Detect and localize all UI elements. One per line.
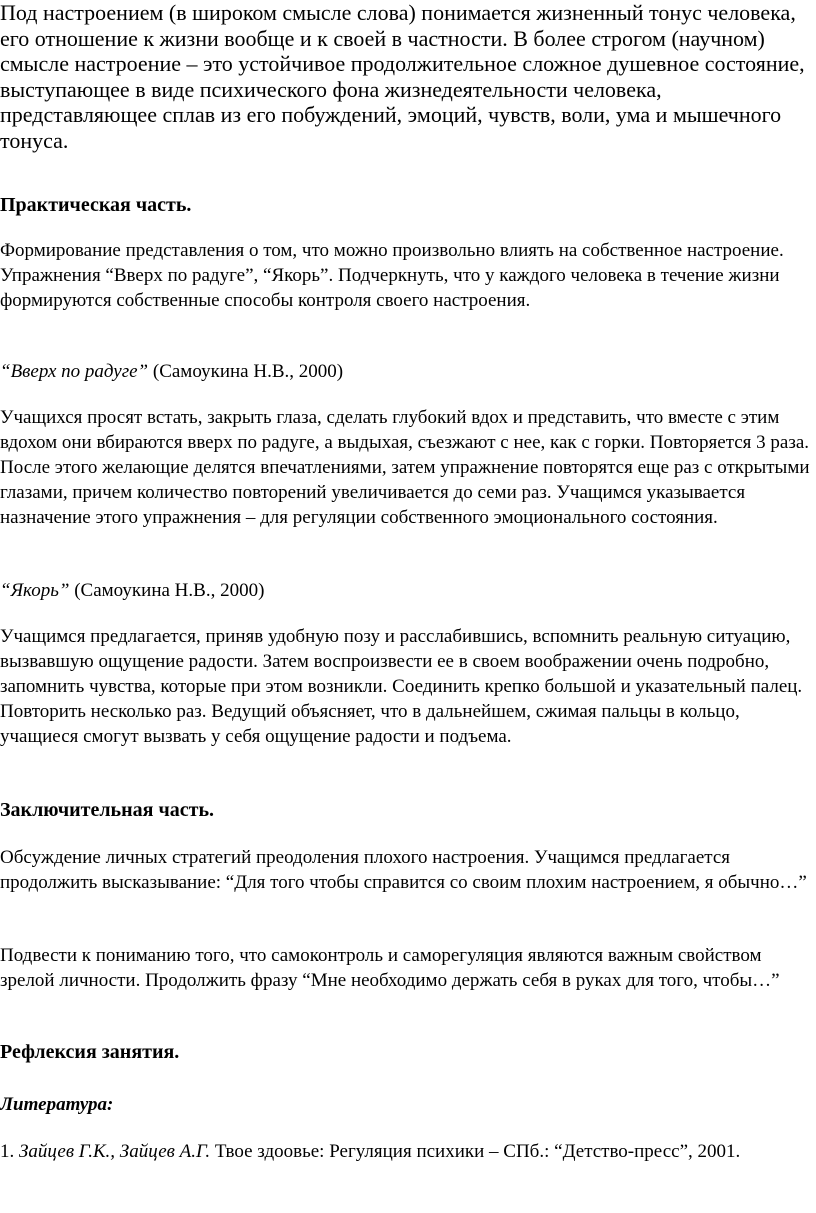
literature-heading: Литература:: [0, 1094, 114, 1115]
reflection-heading: Рефлексия занятия.: [0, 1041, 180, 1063]
exercise1-title-line: [0, 359, 816, 384]
exercise2-title-line: [0, 578, 816, 603]
final-heading: Заключительная часть.: [0, 799, 215, 821]
final-paragraph-1: Обсуждение личных стратегий преодоления плохого настроения. Учащимся предлагается продолжить высказывание: “Для того чтобы справится со своим плохим настроением, я обычно…”: [0, 847, 807, 893]
literature-item-1-authors: Зайцев Г.К., Зайцев А.Г.: [19, 1141, 211, 1162]
exercise2-title: “Якорь”: [0, 580, 70, 601]
practical-intro-paragraph: Формирование представления о том, что можно произвольно влиять на собственное настроение. Упражнения “Вверх по радуге”, “Якорь”. Подчеркнуть, что у каждого человека в течение жизни формируются собственные способы контроля своего настроения.: [0, 240, 784, 311]
practical-heading: Практическая часть.: [0, 194, 192, 216]
exercise2-paragraph: Учащимся предлагается, приняв удобную позу и расслабившись, вспомнить реальную ситуацию, вызвавшую ощущение радости. Затем воспроизвести ее в своем воображении очень подробно, запомнить чувства, которые при этом возникли. Соединить крепко большой и указательный палец. Повторить несколько раз. Ведущий объясняет, что в дальнейшем, сжимая пальцы в кольцо, учащиеся смогут вызвать у себя ощущение радости и подъема.: [0, 626, 803, 747]
exercise1-paragraph: Учащихся просят встать, закрыть глаза, сделать глубокий вдох и представить, что вместе с этим вдохом они вбираются вверх по радуге, а выдыхая, съезжают с нее, как с горки. Повторяется 3 раза. После этого желающие делятся впечатлениями, затем упражнение повторятся еще раз с открытыми глазами, причем количество повторений увеличивается до семи раз. Учащимся указывается назначение этого упражнения – для регуляции собственного эмоционального состояния.: [0, 407, 810, 528]
literature-item-1-number: 1.: [0, 1141, 19, 1162]
exercise1-title: “Вверх по радуге”: [0, 361, 149, 382]
literature-item-1-text: Твое здоовье: Регуляция психики – СПб.: “Детство-пресс”, 2001.: [210, 1141, 741, 1162]
final-paragraph-2: Подвести к пониманию того, что самоконтроль и саморегуляция являются важным свойством зрелой личности. Продолжить фразу “Мне необходимо держать себя в руках для того, чтобы…”: [0, 945, 780, 991]
exercise1-source: (Самоукина Н.В., 2000): [148, 361, 344, 382]
exercise2-source: (Самоукина Н.В., 2000): [69, 580, 265, 601]
intro-paragraph: Под настроением (в широком смысле слова) понимается жизненный тонус человека, его отношение к жизни вообще и к своей в частности. В более строгом (научном) смысле настроение – это устойчивое продолжительное сложное душевное состояние, выступающее в виде психического фона жизнедеятельности человека, представляющее сплав из его побуждений, эмоций, чувств, воли, ума и мышечного тонуса.: [0, 0, 805, 153]
literature-item-1: [0, 1134, 816, 1169]
